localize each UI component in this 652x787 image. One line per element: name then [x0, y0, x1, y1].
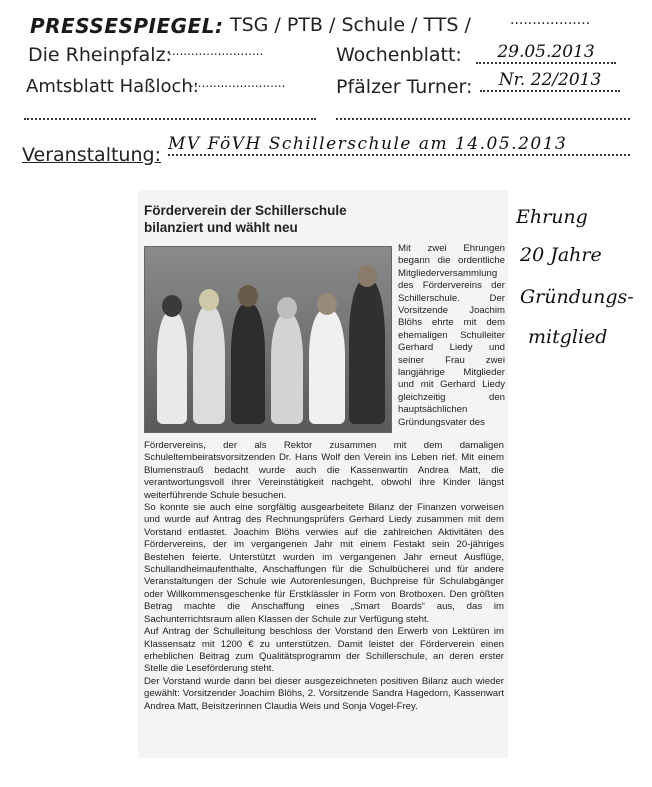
person-figure — [193, 306, 225, 424]
article-column-text: Mit zwei Ehrungen begann die ordentliche Mitgliederversammlung des Fördervereins der Schillerschule. Der Vorsitzende Joachim Blöhs ehrte mit dem ehemaligen Schulleiter Gerhard Liedy und seiner Frau zwei langjährige Mitglieder und mit Gerhard Liedy gleichzeitig den hauptsächlichen Gründungsvater des — [398, 243, 505, 428]
margin-note-line-1: Ehrung — [516, 206, 588, 228]
margin-note-line-2: 20 Jahre — [520, 244, 602, 266]
margin-note-line-4: mitglied — [528, 326, 608, 348]
person-head — [277, 297, 297, 319]
article-paragraph: Auf Antrag der Schulleitung beschloss der Vorstand den Erwerb von Lektüren im Klassensatz mit 1200 € zu unterstützen. Damit leistet der Förderverein einen erheblichen Beitrag zum Qualitätsprogramm der Schillerschule, an deren erster Stelle die Leseförderung steht. — [144, 626, 504, 675]
newspaper-clipping — [138, 190, 508, 758]
press-sources: TSG / PTB / Schule / TTS / — [230, 14, 471, 36]
person-figure — [349, 280, 385, 424]
person-head — [162, 295, 182, 317]
article-paragraph: Fördervereins, der als Rektor zusammen mit dem damaligen Schulelternbeiratsvorsitzenden Dr. Hans Wolf den Verein ins Leben rief. Mit einem Blumenstrauß bedacht wurde auch die Kassenwartin Andrea Matt, die verantwortungsvoll ihrer Vereinstätigkeit nachgeht, obwohl ihre Kinder längst weiterführende Schule besuchen. — [144, 440, 504, 501]
person-figure — [309, 310, 345, 424]
blank-rule-right — [336, 118, 630, 120]
wochenblatt-value: 29.05.2013 — [476, 42, 616, 64]
person-head — [357, 265, 377, 287]
person-figure — [157, 312, 187, 424]
person-figure — [271, 314, 303, 424]
veranstaltung-label: Veranstaltung: — [22, 144, 161, 166]
group-photo — [144, 246, 392, 433]
rheinpfalz-dots: ......................... — [168, 44, 264, 58]
article-headline: Förderverein der Schillerschule bilanziert und wählt neu — [144, 203, 347, 235]
person-head — [317, 293, 337, 315]
turner-label: Pfälzer Turner: — [336, 76, 473, 98]
person-head — [238, 285, 258, 307]
person-head — [199, 289, 219, 311]
person-figure — [231, 304, 265, 424]
article-paragraph: Der Vorstand wurde dann bei dieser ausgezeichneten positiven Bilanz auch wieder gewählt: Vorsitzender Joachim Blöhs, 2. Vorsitzende Sandra Hagedorn, Kassenwart Andrea Matt, Beisitzerinnen Claudia Weis und Sonja Vogel-Frey. — [144, 675, 504, 712]
press-dots: .................. — [510, 12, 591, 28]
amtsblatt-label: Amtsblatt Haßloch: — [26, 76, 199, 97]
press-title: PRESSESPIEGEL: — [30, 14, 224, 38]
rheinpfalz-label: Die Rheinpfalz: — [28, 44, 172, 66]
article-paragraph: So konnte sie auch eine sorgfältig ausgearbeitete Bilanz der Finanzen vorweisen und wurde auf Antrag des Rechnungsprüfers Gerhard Liedy zusammen mit dem Vorstand entlastet. Joachim Blöhs verwies auf die zahlreichen Aktivitäten des Fördervereins, der im vergangenen Jahr mit einem Festakt sein 20-jähriges Bestehen feierte. Unterstützt wurden im vergangenen Jahr erneut Ausflüge, Schullandheimaufenthalte, Anschaffungen für die Schulbücherei und für andere Veranstaltungen der Schule wie Autorenlesungen, Buchpreise für Schulabgänger oder Willkommensgeschenke für Erstklässler in Form von Brotboxen. Den größten Betrag machte die Anschaffung eines „Smart Boards“ aus, das im Sachunterrichtsraum allen Klassen der Schule zur Verfügung steht. — [144, 502, 504, 625]
amtsblatt-dots: ......................... — [190, 76, 286, 90]
turner-value: Nr. 22/2013 — [480, 70, 620, 92]
article-body — [144, 440, 504, 713]
wochenblatt-label: Wochenblatt: — [336, 44, 462, 66]
veranstaltung-value: MV FöVH Schillerschule am 14.05.2013 — [168, 134, 630, 156]
margin-note-line-3: Gründungs- — [520, 286, 634, 308]
blank-rule-left — [24, 118, 316, 120]
